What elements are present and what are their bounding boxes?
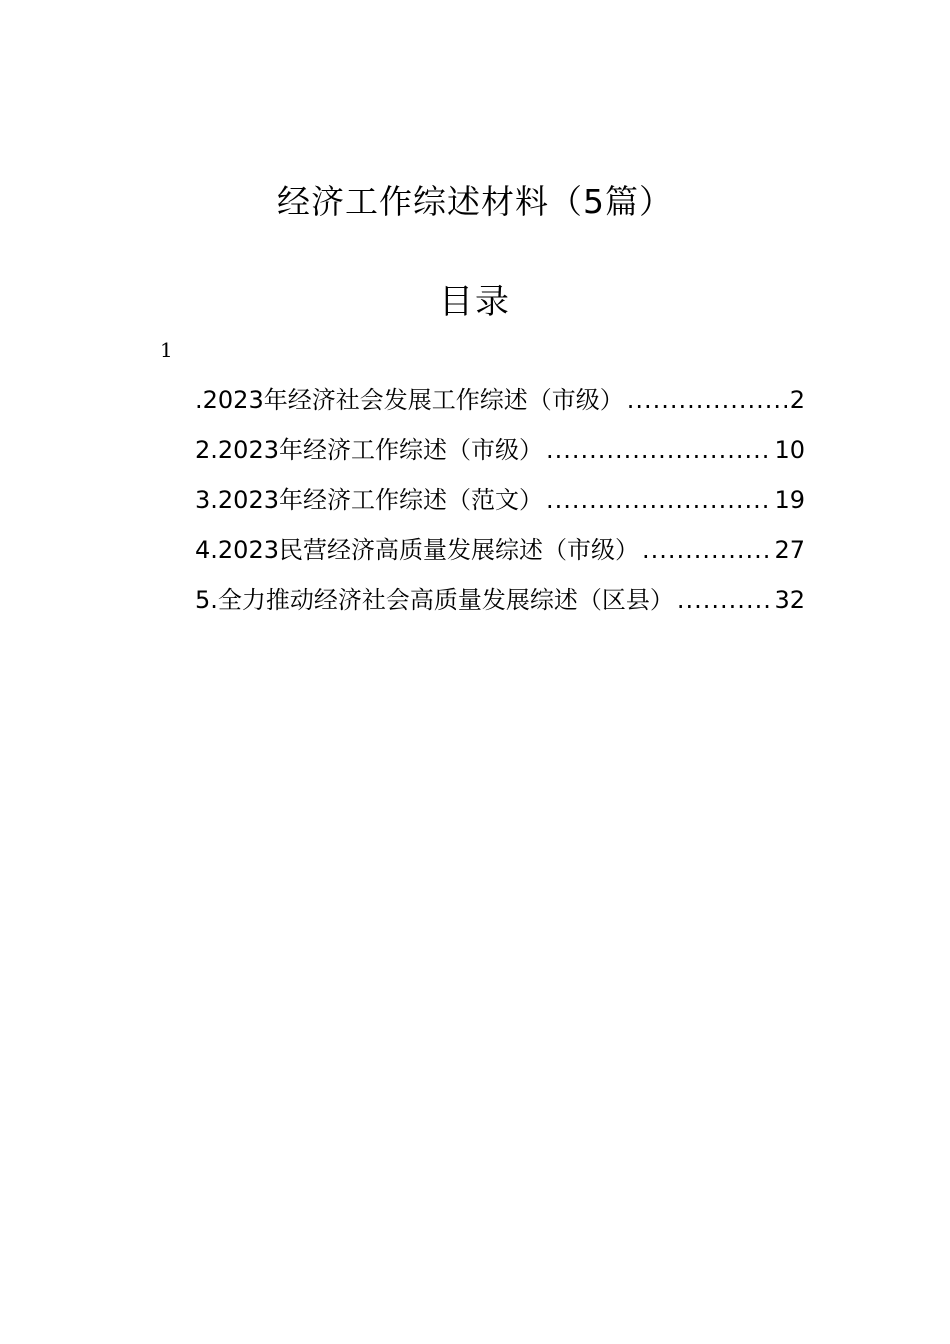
toc-heading: 目录 [439,282,511,322]
toc-dot-leader [546,430,771,470]
toc-entry-1[interactable] [195,380,805,430]
table-of-contents [195,380,805,630]
toc-page-number: 2 [789,386,805,414]
toc-entry-3[interactable] [195,480,805,530]
toc-entry-title: 4.2023民营经济高质量发展综述（市级） [195,536,639,564]
toc-entry-4[interactable] [195,530,805,580]
toc-entry-title: 5.全力推动经济社会高质量发展综述（区县） [195,586,674,614]
toc-entry-title: 3.2023年经济工作综述（范文） [195,486,543,514]
toc-dot-leader [627,380,787,420]
document-title: 经济工作综述材料（5篇） [277,182,673,221]
toc-entry-title: .2023年经济社会发展工作综述（市级） [195,386,624,414]
toc-page-number: 32 [774,586,805,614]
list-number: 1 [160,338,173,362]
toc-page-number: 27 [774,536,805,564]
toc-entry-5[interactable] [195,580,805,630]
toc-entry-2[interactable] [195,430,805,480]
toc-dot-leader [677,580,772,620]
toc-page-number: 19 [774,486,805,514]
toc-dot-leader [546,480,771,520]
toc-page-number: 10 [774,436,805,464]
toc-entry-title: 2.2023年经济工作综述（市级） [195,436,543,464]
toc-dot-leader [642,530,771,570]
